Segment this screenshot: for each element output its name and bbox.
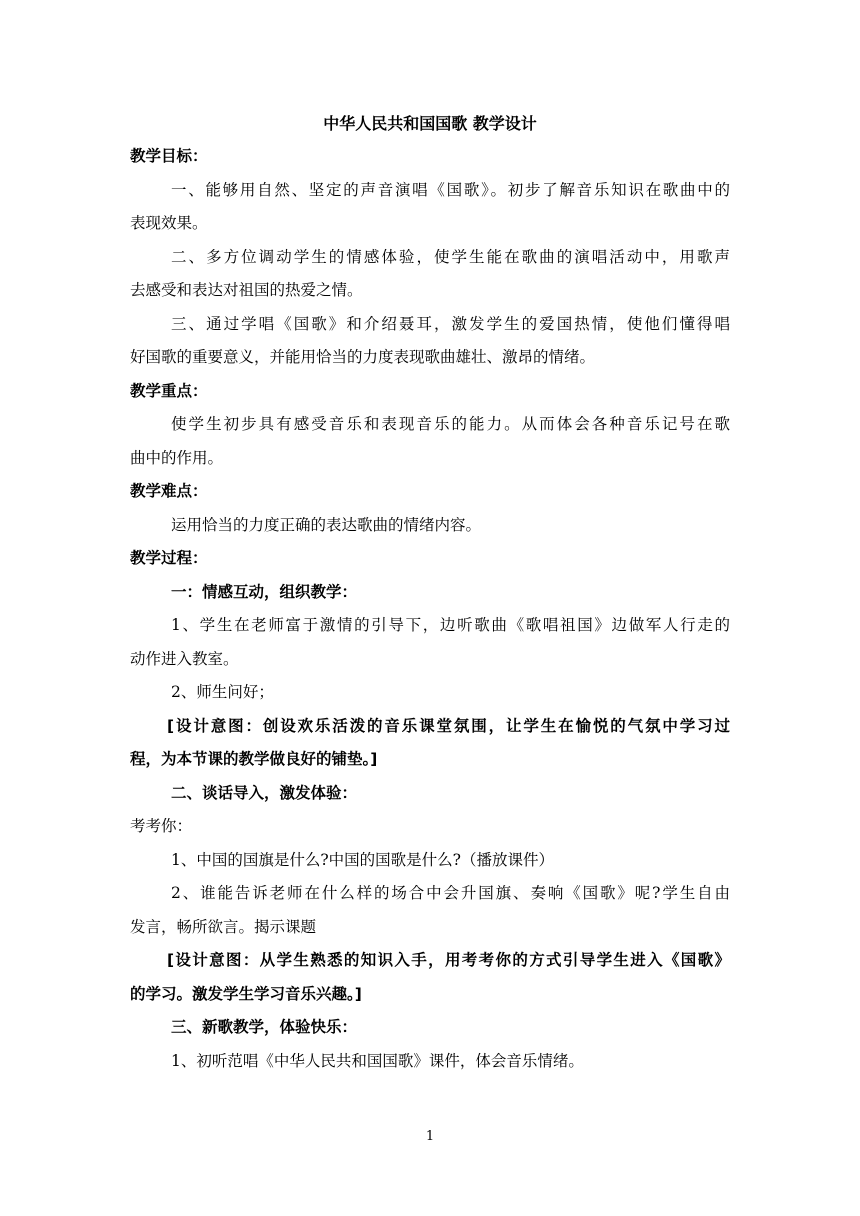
text-line: 一、能够用自然、坚定的声音演唱《国歌》。初步了解音乐知识在歌曲中的 [171,180,730,199]
text-line: 的学习。激发学生学习音乐兴趣。] [130,984,362,1003]
document-lines [130,140,730,1078]
text-line: 考考你： [130,817,193,835]
text-line: 2、师生问好； [171,683,274,701]
text-line: 三、新歌教学，体验快乐： [171,1018,358,1036]
text-line: 二、谈话导入，激发体验： [171,783,358,802]
document-title: 中华人民共和国国歌 教学设计 [323,114,537,133]
text-line: 一：情感互动，组织教学： [171,582,358,601]
text-line: 1、中国的国旗是什么?中国的国歌是什么?（播放课件） [171,850,554,869]
text-line: 好国歌的重要意义，并能用恰当的力度表现歌曲雄壮、激昂的情绪。 [130,348,596,366]
text-line: 曲中的作用。 [130,448,224,467]
section-heading: 教学重点： [130,381,208,400]
section-heading: 教学过程： [130,549,208,567]
text-line: 发言，畅所欲言。揭示课题 [130,917,317,936]
text-line: [设计意图：创设欢乐活泼的音乐课堂氛围，让学生在愉悦的气氛中学习过 [167,716,730,735]
text-line: 二、多方位调动学生的情感体验，使学生能在歌曲的演唱活动中，用歌声 [171,247,730,266]
text-line: 三、通过学唱《国歌》和介绍聂耳，激发学生的爱国热情，使他们懂得唱 [171,314,730,333]
page-number: 1 [425,1129,435,1144]
section-heading: 教学难点： [130,482,208,500]
text-line: 去感受和表达对祖国的热爱之情。 [130,281,363,299]
text-line: 1、学生在老师富于激情的引导下，边听歌曲《歌唱祖国》边做军人行走的 [171,616,730,634]
text-line: 程，为本节课的教学做良好的铺垫。] [130,750,378,768]
document-body [130,108,730,1078]
text-line: 1、初听范唱《中华人民共和国国歌》课件，体会音乐情绪。 [171,1051,584,1070]
text-line: 使学生初步具有感受音乐和表现音乐的能力。从而体会各种音乐记号在歌 [171,415,730,433]
text-line: 运用恰当的力度正确的表达歌曲的情绪内容。 [171,515,482,534]
text-line: 2、谁能告诉老师在什么样的场合中会升国旗、奏响《国歌》呢?学生自由 [171,884,730,902]
text-line: 动作进入教室。 [130,649,239,668]
text-line: [设计意图：从学生熟悉的知识入手，用考考你的方式引导学生进入《国歌》 [167,951,730,969]
text-line: 表现效果。 [130,214,208,232]
section-heading: 教学目标： [130,147,208,165]
